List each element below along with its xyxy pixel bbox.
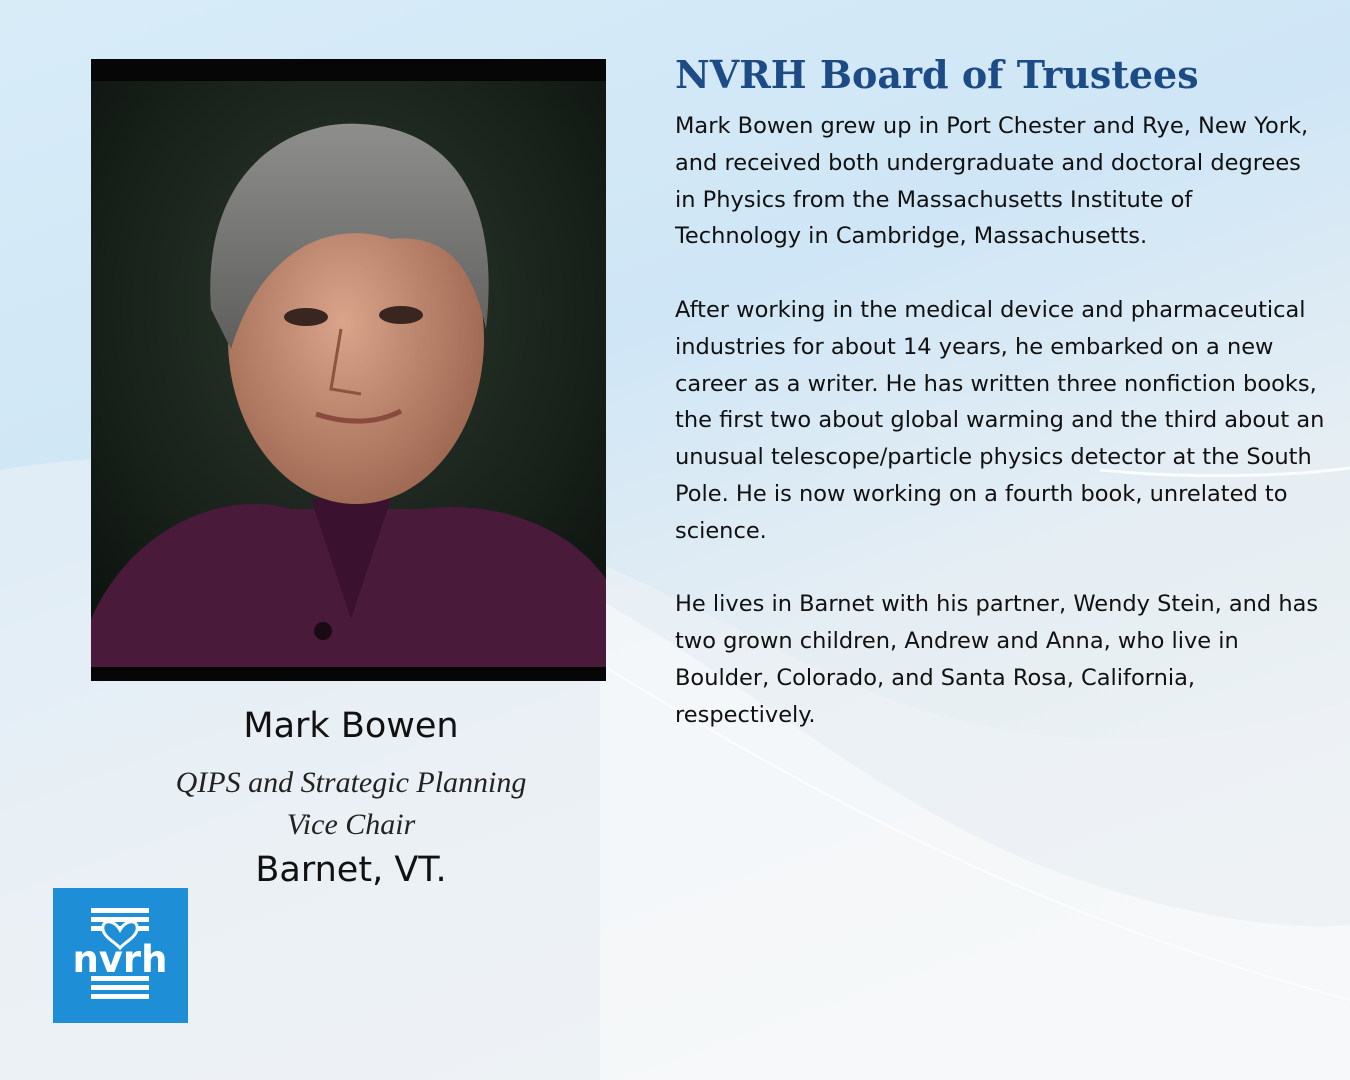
nvrh-logo [53,888,188,1023]
bio-paragraph-3: He lives in Barnet with his partner, Wendy Stein, and has two grown children, Andrew and Anna, who live in Boulder, Colorado, and Santa Rosa, California, respectively. [675,591,1319,728]
person-role-line2: Vice Chair [286,808,416,841]
page-title: NVRH Board of Trustees [675,52,1199,97]
biography [675,108,1325,770]
portrait-photo [91,59,606,681]
person-role-line1: QIPS and Strategic Planning [175,766,527,799]
bio-paragraph-1: Mark Bowen grew up in Port Chester and Rye, New York, and received both undergraduate and doctoral degrees in Physics from the Massachusetts Institute of Technology in Cambridge, Massachusetts. [675,113,1309,250]
bio-paragraph-2: After working in the medical device and pharmaceutical industries for about 14 years, he embarked on a new career as a writer. He has written three nonfiction books, the first two about global warming and the third about an unusual telescope/particle physics detector at the South Pole. He is now working on a fourth book, unrelated to science. [675,296,1325,544]
person-name: Mark Bowen [243,706,459,746]
logo-text: nvrh [72,938,168,981]
person-location: Barnet, VT. [255,850,447,890]
heart-cross-logo-icon [53,888,188,1023]
